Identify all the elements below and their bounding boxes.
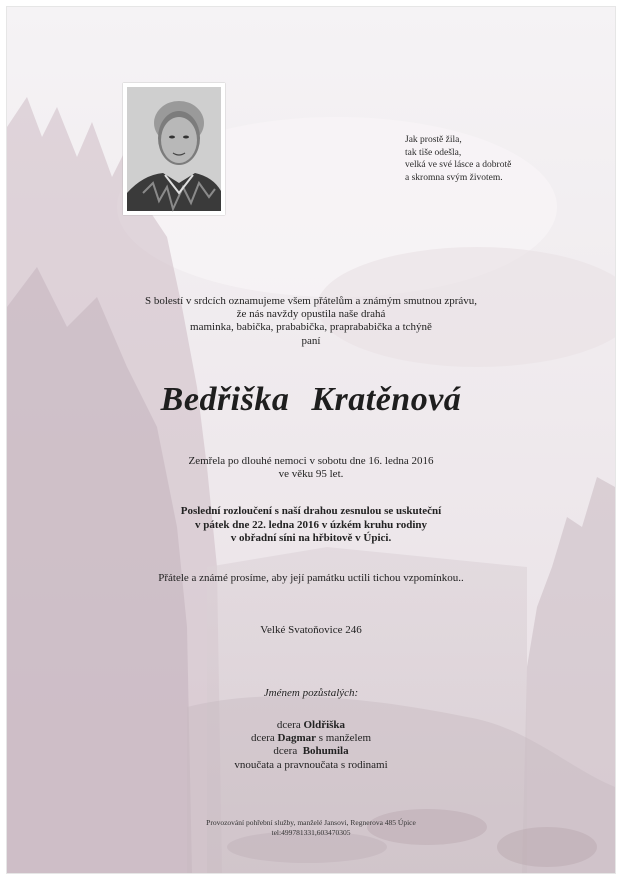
poem-line: tak tiše odešla, bbox=[405, 147, 462, 158]
funeral-line: Poslední rozloučení s naší drahou zesnulou se uskuteční bbox=[180, 505, 442, 517]
last-name: Kratěnová bbox=[311, 381, 462, 418]
member-name: Bohumila bbox=[302, 745, 349, 758]
funeral-service-footer bbox=[7, 818, 615, 837]
obituary-sheet bbox=[6, 6, 616, 874]
family-member: dcera Oldřiška bbox=[276, 719, 346, 731]
friends-request: Přátele a známé prosíme, aby její památku uctili tichou vzpomínkou.. bbox=[158, 572, 464, 584]
family-member: dcera Dagmar s manželem bbox=[250, 732, 372, 745]
footer-line: tel:499781331,603470305 bbox=[271, 827, 351, 837]
deceased-name bbox=[7, 381, 615, 419]
funeral-line: v pátek dne 22. ledna 2016 v úzkém kruhu rodiny bbox=[194, 518, 428, 531]
footer-line: Provozování pohřební služby, manželé Jansovi, Regnerova 485 Úpice bbox=[206, 818, 416, 827]
death-line: ve věku 95 let. bbox=[278, 468, 344, 481]
member-name: Oldřiška bbox=[303, 719, 346, 731]
family-list bbox=[7, 719, 615, 772]
poem-line: Jak prostě žila, bbox=[405, 135, 462, 145]
intro-line: S bolestí v srdcích oznamujeme všem přátelům a známým smutnou zprávu, bbox=[144, 295, 478, 307]
poem-line: a skromna svým životem. bbox=[405, 172, 503, 183]
intro-line: paní bbox=[301, 334, 321, 347]
death-notice bbox=[7, 455, 615, 481]
funeral-details bbox=[7, 505, 615, 546]
funeral-line: v obřadní síni na hřbitově v Úpici. bbox=[230, 532, 392, 544]
family-address: Velké Svatoňovice 246 bbox=[260, 624, 362, 636]
intro-line: maminka, babička, prababička, praprababička a tchýně bbox=[190, 321, 432, 334]
portrait-photo bbox=[123, 83, 225, 215]
intro-line: že nás navždy opustila naše drahá bbox=[236, 308, 386, 321]
grandchildren-line: vnoučata a pravnoučata s rodinami bbox=[234, 758, 388, 771]
member-name: Dagmar bbox=[277, 732, 317, 745]
on-behalf-heading: Jménem pozůstalých: bbox=[263, 687, 359, 699]
death-line: Zemřela po dlouhé nemoci v sobotu dne 16. ledna 2016 bbox=[188, 455, 434, 467]
family-member: dcera Bohumila bbox=[273, 745, 349, 758]
poem-line: velká ve své lásce a dobrotě bbox=[405, 160, 512, 170]
poem bbox=[405, 134, 565, 184]
first-name: Bedřiška bbox=[160, 381, 290, 418]
announcement-intro bbox=[7, 295, 615, 348]
